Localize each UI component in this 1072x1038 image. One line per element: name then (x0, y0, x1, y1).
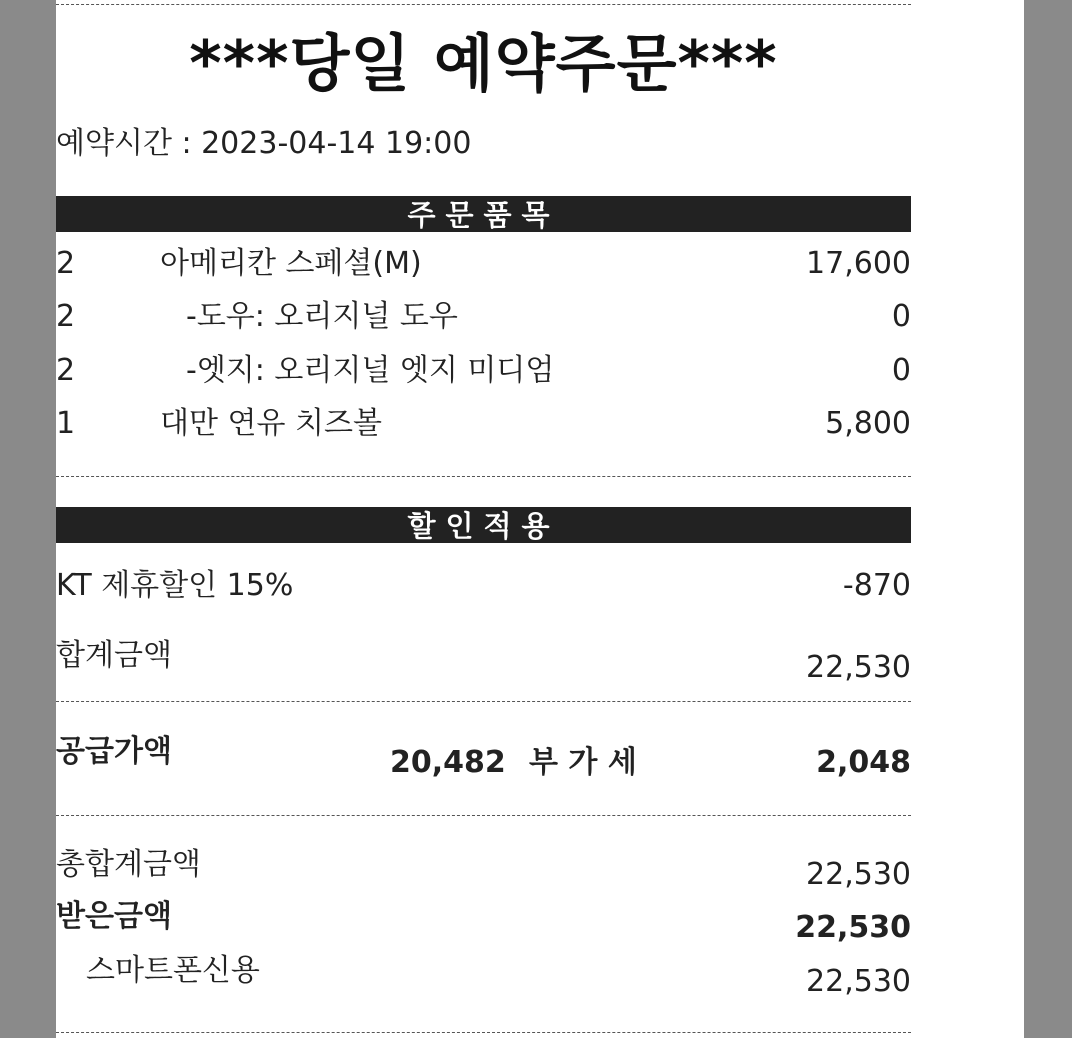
order-items-header: 주문품목 (56, 196, 911, 232)
reservation-text: 예약시간 : 2023-04-14 19:00 (56, 126, 472, 161)
item-price: 0 (891, 353, 911, 388)
item-price: 5,800 (825, 406, 911, 441)
subtotal-label: 합계금액 (56, 638, 172, 673)
item-qty: 2 (56, 299, 76, 334)
divider (56, 1032, 911, 1033)
item-name: 아메리칸 스페셜(M) (160, 246, 422, 281)
item-name: 대만 연유 치즈볼 (160, 406, 382, 441)
payment-value: 22,530 (806, 964, 911, 999)
receipt-title: ***당일 예약주문*** (189, 27, 778, 100)
item-qty: 1 (56, 406, 76, 441)
vat-label: 부 가 세 (529, 745, 637, 780)
divider (56, 701, 911, 702)
subtotal-value: 22,530 (806, 650, 911, 685)
item-price: 0 (891, 299, 911, 334)
item-name: -도우: 오리지널 도우 (186, 299, 458, 334)
item-qty: 2 (56, 246, 76, 281)
divider (56, 815, 911, 816)
received-value: 22,530 (795, 910, 911, 945)
item-name: -엣지: 오리지널 엣지 미디엄 (186, 353, 555, 388)
vat-value: 2,048 (816, 745, 911, 780)
item-qty: 2 (56, 353, 76, 388)
received-label: 받은금액 (56, 899, 172, 934)
total-label: 총합계금액 (56, 847, 201, 882)
supply-label: 공급가액 (56, 734, 172, 769)
divider (56, 4, 911, 5)
payment-label: 스마트폰신용 (86, 953, 260, 988)
discount-header: 할인적용 (56, 507, 911, 543)
divider (56, 476, 911, 477)
item-price: 17,600 (806, 246, 911, 281)
supply-value: 20,482 (390, 745, 506, 780)
total-value: 22,530 (806, 857, 911, 892)
discount-label: KT 제휴할인 15% (56, 568, 294, 603)
discount-value: -870 (842, 568, 911, 603)
